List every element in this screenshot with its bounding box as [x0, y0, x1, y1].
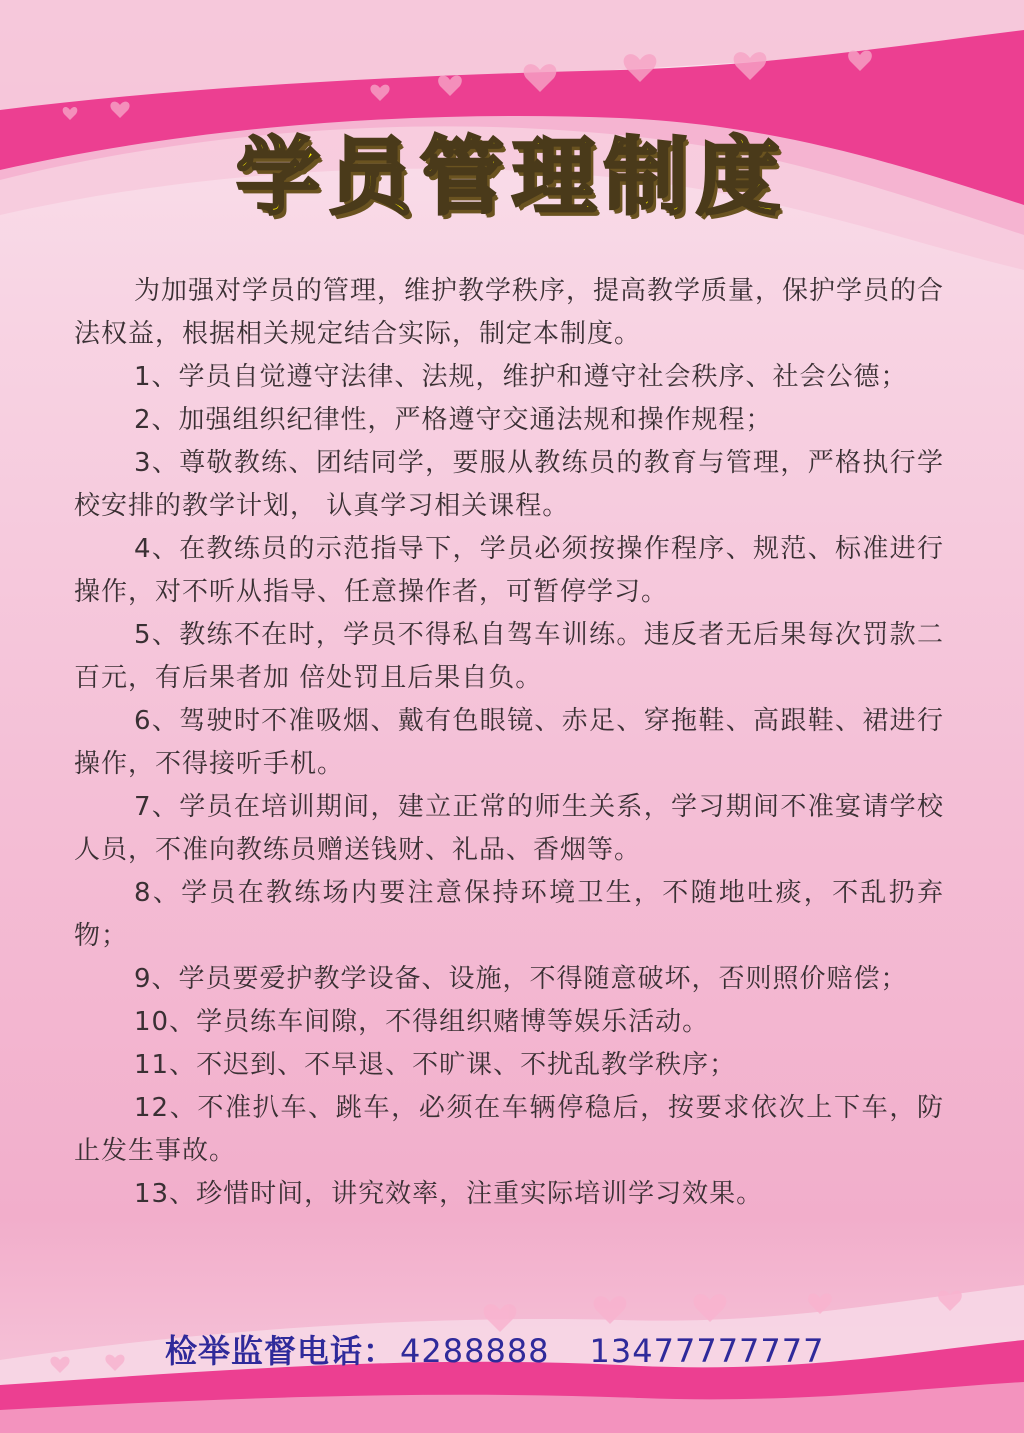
rule-item: 11、不迟到、不早退、不旷课、不扰乱教学秩序；: [134, 1050, 737, 1080]
intro-paragraph: 为加强对学员的管理，维护教学秩序，提高教学质量，保护学员的合法权益，根据相关规定结合实际，制定本制度。: [74, 276, 945, 349]
hotline-phone-2: 13477777777: [589, 1332, 825, 1370]
rule-item: 1、学员自觉遵守法律、法规，维护和遵守社会秩序、社会公德；: [134, 362, 908, 392]
rule-item: 10、学员练车间隙，不得组织赌博等娱乐活动。: [134, 1007, 710, 1037]
hotline-label: 检举监督电话：: [165, 1332, 397, 1370]
rule-item: 13、珍惜时间，讲究效率，注重实际培训学习效果。: [134, 1179, 764, 1209]
rule-item: 6、驾驶时不准吸烟、戴有色眼镜、赤足、穿拖鞋、高跟鞋、裙进行操作，不得接听手机。: [74, 706, 944, 779]
rules-content: [74, 270, 944, 1216]
rule-item: 7、学员在培训期间，建立正常的师生关系，学习期间不准宴请学校人员，不准向教练员赠送钱财、礼品、香烟等。: [74, 792, 944, 865]
supervision-hotline: [165, 1326, 965, 1372]
rule-item: 5、教练不在时，学员不得私自驾车训练。违反者无后果每次罚款二百元，有后果者加 倍处罚且后果自负。: [74, 620, 944, 693]
rule-item: 2、加强组织纪律性，严格遵守交通法规和操作规程；: [134, 405, 773, 435]
rule-item: 4、在教练员的示范指导下，学员必须按操作程序、规范、标准进行操作，对不听从指导、任意操作者，可暂停学习。: [74, 534, 944, 607]
rule-item: 3、尊敬教练、团结同学，要服从教练员的教育与管理，严格执行学校安排的教学计划， 认真学习相关课程。: [74, 448, 944, 521]
hotline-phone-1: 4288888: [400, 1332, 550, 1370]
rule-item: 12、不准扒车、跳车，必须在车辆停稳后，按要求依次上下车，防止发生事故。: [74, 1093, 944, 1166]
rule-item: 8、学员在教练场内要注意保持环境卫生，不随地吐痰，不乱扔弃物；: [74, 878, 944, 951]
rule-item: 9、学员要爱护教学设备、设施，不得随意破坏，否则照价赔偿；: [134, 964, 908, 994]
poster-title: 学员管理制度: [235, 128, 788, 226]
